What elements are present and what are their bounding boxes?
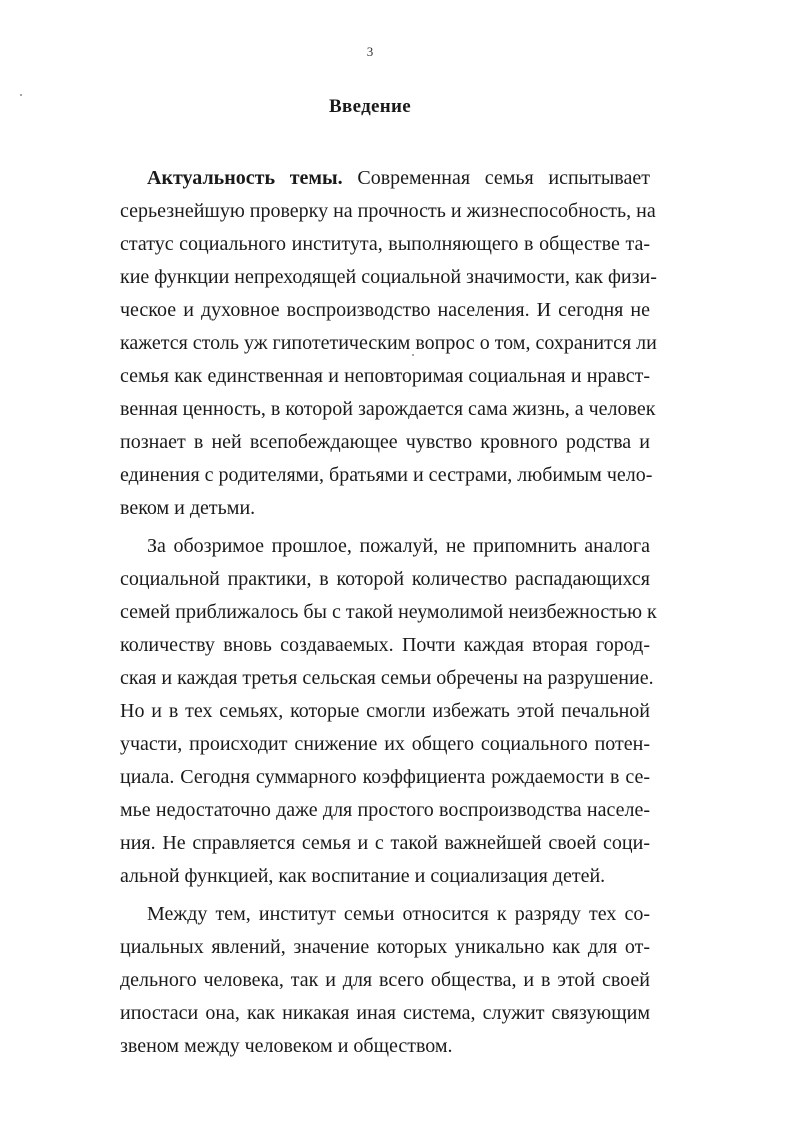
text-line: Но и в тех семьях, которые смогли избежать этой печальной — [120, 700, 650, 722]
text-line: ческое и духовное воспроизводство населения. И сегодня не — [120, 299, 650, 321]
text-line: семей приближалось бы с такой неумолимой неизбежностью к — [120, 601, 657, 623]
text-line: Между тем, институт семьи относится к разряду тех со- — [147, 903, 650, 925]
text-line: единения с родителями, братьями и сестрами, любимым чело- — [120, 464, 653, 486]
text-line: кие функции непреходящей социальной значимости, как физи- — [120, 266, 657, 288]
text-line: количеству вновь создаваемых. Почти каждая вторая город- — [120, 634, 650, 656]
text-line: кажется столь уж гипотетическим вопрос о том, сохранится ли — [120, 332, 657, 354]
text-line: циальных явлений, значение которых уникально как для от- — [120, 936, 650, 958]
text-line: серьезнейшую проверку на прочность и жизнеспособность, на — [120, 200, 656, 222]
page-number: 3 — [366, 44, 374, 59]
text-line: дельного человека, так и для всего общества, и в этой своей — [120, 969, 650, 991]
text-line: социальной практики, в которой количество распадающихся — [120, 568, 650, 590]
page-title: Введение — [329, 96, 411, 117]
text-line: ипостаси она, как никакая иная система, служит связующим — [120, 1002, 650, 1024]
text-line: За обозримое прошлое, пожалуй, не припомнить аналога — [147, 535, 650, 557]
text-line: венная ценность, в которой зарождается сама жизнь, а человек — [120, 398, 656, 420]
scan-speck — [20, 94, 22, 96]
text-line: звеном между человеком и обществом. — [120, 1035, 453, 1057]
text-line: циала. Сегодня суммарного коэффициента рождаемости в се- — [120, 766, 650, 788]
text-line: мье недостаточно даже для простого воспроизводства населе- — [120, 799, 650, 821]
text-line: участи, происходит снижение их общего социального потен- — [120, 733, 650, 755]
text-line: Актуальность темы. Современная семья испытывает — [147, 167, 650, 189]
scan-speck — [412, 354, 414, 356]
text-line: ская и каждая третья сельская семьи обречены на разрушение. — [120, 667, 654, 689]
text-line: семья как единственная и неповторимая социальная и нравст- — [120, 365, 650, 387]
text-line: статус социального института, выполняющего в обществе та- — [120, 233, 650, 255]
text-line: альной функцией, как воспитание и социализация детей. — [120, 865, 606, 887]
text-line: ния. Не справляется семья и с такой важнейшей своей соци- — [120, 832, 650, 854]
paragraph-lead: Актуальность темы. — [147, 167, 343, 189]
text-line: познает в ней всепобеждающее чувство кровного родства и — [120, 431, 650, 453]
text-line: веком и детьми. — [120, 497, 256, 519]
